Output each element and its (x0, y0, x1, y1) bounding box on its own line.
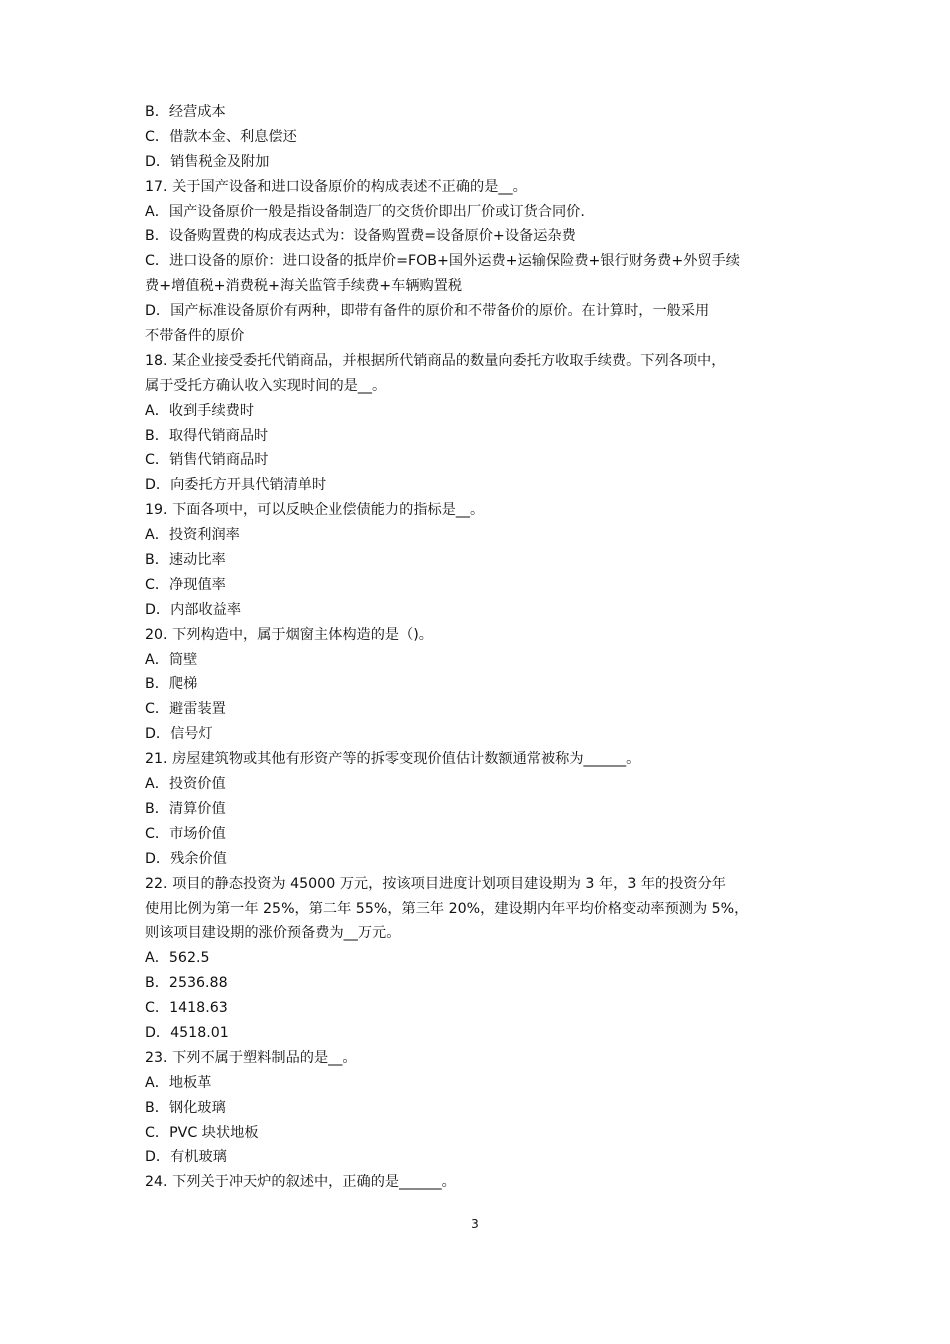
text-line: C．市场价值 (145, 825, 226, 842)
text-line: D．4518.01 (145, 1024, 229, 1041)
text-line: A．投资利润率 (145, 527, 240, 544)
text-line: A．国产设备原价一般是指设备制造厂的交货价即出厂价或订货合同价. (145, 203, 585, 220)
text-line: C．借款本金、利息偿还 (145, 128, 297, 145)
text-line: C．销售代销商品时 (145, 452, 269, 469)
text-line: 不带备件的原价 (145, 328, 245, 345)
text-line: C．避雷装置 (145, 701, 226, 718)
question-17: 17. 关于国产设备和进口设备原价的构成表述不正确的是__。 (145, 178, 527, 195)
text-line: B．速动比率 (145, 552, 226, 569)
text-line: B．2536.88 (145, 975, 228, 992)
text-line: 属于受托方确认收入实现时间的是__。 (145, 377, 387, 394)
text-line: D．内部收益率 (145, 601, 242, 618)
text-line: D．向委托方开具代销清单时 (145, 477, 327, 494)
text-line: D．有机玻璃 (145, 1149, 227, 1166)
text-line: A．地板革 (145, 1074, 212, 1091)
text-line: 使用比例为第一年 25%，第二年 55%，第三年 20%，建设期内年平均价格变动率预测为 5%， (145, 900, 749, 917)
text-line: C．进口设备的原价：进口设备的抵岸价=FOB+国外运费+运输保险费+银行财务费+外贸手续 (145, 253, 740, 270)
text-line: C．PVC 块状地板 (145, 1124, 259, 1141)
text-line: 则该项目建设期的涨价预备费为__万元。 (145, 925, 401, 942)
text-line: A．562.5 (145, 950, 210, 967)
question-19: 19. 下面各项中，可以反映企业偿债能力的指标是__。 (145, 502, 485, 519)
text-line: B．设备购置费的构成表达式为：设备购置费=设备原价+设备运杂费 (145, 228, 576, 245)
text-line: C．1418.63 (145, 1000, 228, 1017)
text-line: B．清算价值 (145, 800, 226, 817)
text-line: D．残余价值 (145, 850, 227, 867)
text-line: D．信号灯 (145, 726, 213, 743)
text-line: B．钢化玻璃 (145, 1099, 226, 1116)
question-21: 21. 房屋建筑物或其他有形资产等的拆零变现价值估计数额通常被称为______。 (145, 751, 641, 768)
text-line: B．爬梯 (145, 676, 198, 693)
text-line: B．取得代销商品时 (145, 427, 269, 444)
document-body (145, 100, 815, 1195)
question-23: 23. 下列不属于塑料制品的是__。 (145, 1049, 357, 1066)
text-line: A．筒壁 (145, 651, 198, 668)
text-line: D．国产标准设备原价有两种，即带有备件的原价和不带备价的原价。在计算时，一般采用 (145, 303, 710, 320)
question-20: 20. 下列构造中，属于烟窗主体构造的是（)。 (145, 626, 433, 643)
text-line: A．投资价值 (145, 776, 226, 793)
question-18: 18. 某企业接受委托代销商品，并根据所代销商品的数量向委托方收取手续费。下列各项中， (145, 352, 726, 369)
page-number: 3 (471, 1217, 479, 1231)
text-line: C．净现值率 (145, 576, 226, 593)
text-line: B．经营成本 (145, 104, 226, 120)
text-line: A．收到手续费时 (145, 402, 255, 419)
question-22: 22. 项目的静态投资为 45000 万元，按该项目进度计划项目建设期为 3 年，3 年的投资分年 (145, 875, 726, 892)
text-line: D．销售税金及附加 (145, 153, 270, 170)
question-24: 24. 下列关于冲天炉的叙述中，正确的是______。 (145, 1174, 456, 1191)
text-line: 费+增值税+消费税+海关监管手续费+车辆购置税 (145, 278, 463, 295)
